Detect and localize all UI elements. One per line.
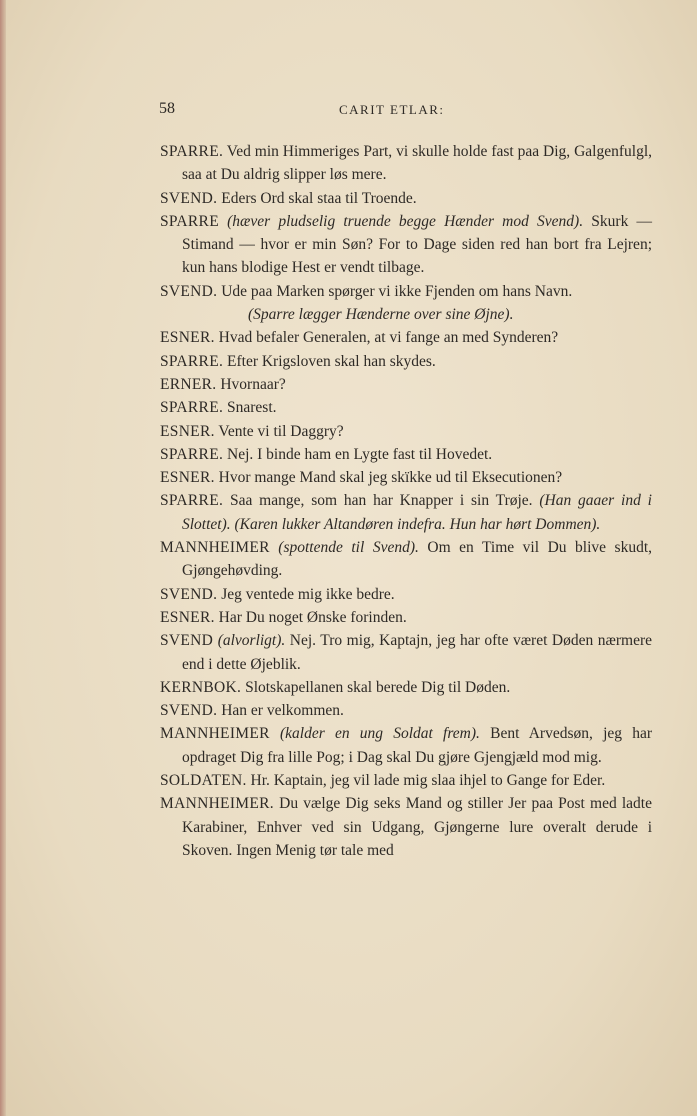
speaker-name: SVEND. (160, 702, 218, 720)
line-text: Slotskapellanen skal berede Dig til Døden. (241, 678, 511, 696)
dialogue-line (160, 676, 652, 699)
line-text: Vente vi til Daggry? (214, 422, 344, 440)
dialogue-line (160, 396, 652, 419)
line-text: Hvad befaler Generalen, at vi fange an med Synderen? (214, 329, 559, 347)
dialogue-line (160, 466, 652, 489)
speaker-name: ESNER. (160, 422, 215, 440)
dialogue-line (160, 489, 652, 536)
stage-direction: (alvorligt). (213, 632, 286, 650)
line-text: Snarest. (223, 399, 277, 417)
speaker-name: ERNER. (160, 375, 217, 393)
line-text: Saa mange, som han har Knapper i sin Trøje. (223, 492, 533, 510)
line-text: Ude paa Marken spørger vi ikke Fjenden om hans Navn. (217, 282, 573, 300)
stage-direction: (hæver pludselig truende begge Hænder mod Svend). (218, 212, 584, 230)
dialogue-line (160, 326, 652, 349)
speaker-name: SVEND. (160, 585, 218, 603)
line-text: Nej. Tro mig, Kaptajn, jeg har ofte været Døden nærmere end i dette Øjeblik. (182, 632, 652, 673)
line-text: Har Du noget Ønske forinden. (214, 608, 407, 626)
dialogue-line (160, 187, 652, 210)
page-number: 58 (159, 100, 175, 117)
line-text: Hr. Kaptain, jeg vil lade mig slaa ihjel to Gange for Eder. (246, 772, 606, 790)
dialogue-line (160, 769, 652, 792)
speaker-name: SVEND (160, 632, 214, 650)
stage-direction: (Han gaaer ind i Slottet). (Karen lukker Altandøren indefra. Hun har hørt Dommen). (182, 492, 652, 533)
dialogue-line (160, 536, 652, 583)
speaker-name: SPARRE. (160, 492, 224, 510)
dialogue-line (160, 792, 652, 862)
dialogue-line (160, 722, 652, 769)
page-edge (0, 0, 6, 1116)
line-text: Hvornaar? (216, 375, 286, 393)
speaker-name: ESNER. (160, 469, 215, 487)
dialogue-line (160, 350, 652, 373)
speaker-name: SVEND. (160, 282, 218, 300)
line-text: Bent Arvedsøn, jeg har opdraget Dig fra lille Pog; i Dag skal Du gjøre Gjengjæld mod mig. (182, 725, 652, 766)
speaker-name: ESNER. (160, 329, 215, 347)
dialogue-line (160, 443, 652, 466)
dialogue-line (160, 210, 652, 280)
speaker-name: MANNHEIMER (160, 539, 270, 557)
running-head: CARIT ETLAR: (339, 102, 445, 117)
speaker-name: MANNHEIMER. (160, 795, 274, 813)
line-text: Han er velkommen. (217, 702, 344, 720)
speaker-name: ESNER. (160, 608, 215, 626)
dialogue-line (160, 373, 652, 396)
play-text (160, 140, 652, 862)
dialogue-line (160, 280, 652, 303)
dialogue-line (160, 699, 652, 722)
stage-direction: (kalder en ung Soldat frem). (269, 725, 480, 743)
dialogue-line (160, 140, 652, 187)
page-header (159, 100, 649, 124)
speaker-name: SPARRE. (160, 399, 224, 417)
line-text: Jeg ventede mig ikke bedre. (217, 585, 395, 603)
speaker-name: SPARRE (160, 212, 219, 230)
speaker-name: SVEND. (160, 189, 218, 207)
line-text: Hvor mange Mand skal jeg skïkke ud til Eksecutionen? (214, 469, 563, 487)
speaker-name: SPARRE. (160, 445, 224, 463)
dialogue-line (160, 420, 652, 443)
stage-direction-line: (Sparre lægger Hænderne over sine Øjne). (248, 306, 514, 324)
line-text: Ved min Himmeriges Part, vi skulle holde fast paa Dig, Galgenfulgl, saa at Du aldrig slipper løs mere. (182, 143, 652, 184)
stage-direction: (spottende til Svend). (269, 539, 419, 557)
line-text: Efter Krigsloven skal han skydes. (223, 352, 436, 370)
dialogue-line (160, 629, 652, 676)
line-text: Eders Ord skal staa til Troende. (217, 189, 417, 207)
dialogue-line (160, 606, 652, 629)
speaker-name: SPARRE. (160, 352, 224, 370)
dialogue-line (160, 583, 652, 606)
line-text: Skurk — Stimand — hvor er min Søn? For to Dage siden red han bort fra Lejren; kun hans blodige Hest er vendt tilbage. (182, 212, 652, 277)
line-text: Du vælge Dig seks Mand og stiller Jer paa Post med ladte Karabiner, Enhver ved sin Udgang, Gjøngerne lure overalt derude i Skoven. Ingen Menig tør tale med (182, 795, 652, 859)
speaker-name: KERNBOK. (160, 678, 242, 696)
speaker-name: SOLDATEN. (160, 772, 247, 790)
speaker-name: MANNHEIMER (160, 725, 270, 743)
speaker-name: SPARRE. (160, 143, 224, 160)
line-text: Nej. I binde ham en Lygte fast til Hovedet. (223, 445, 493, 463)
line-text: Om en Time vil Du blive skudt, Gjøngehøvding. (182, 539, 652, 580)
